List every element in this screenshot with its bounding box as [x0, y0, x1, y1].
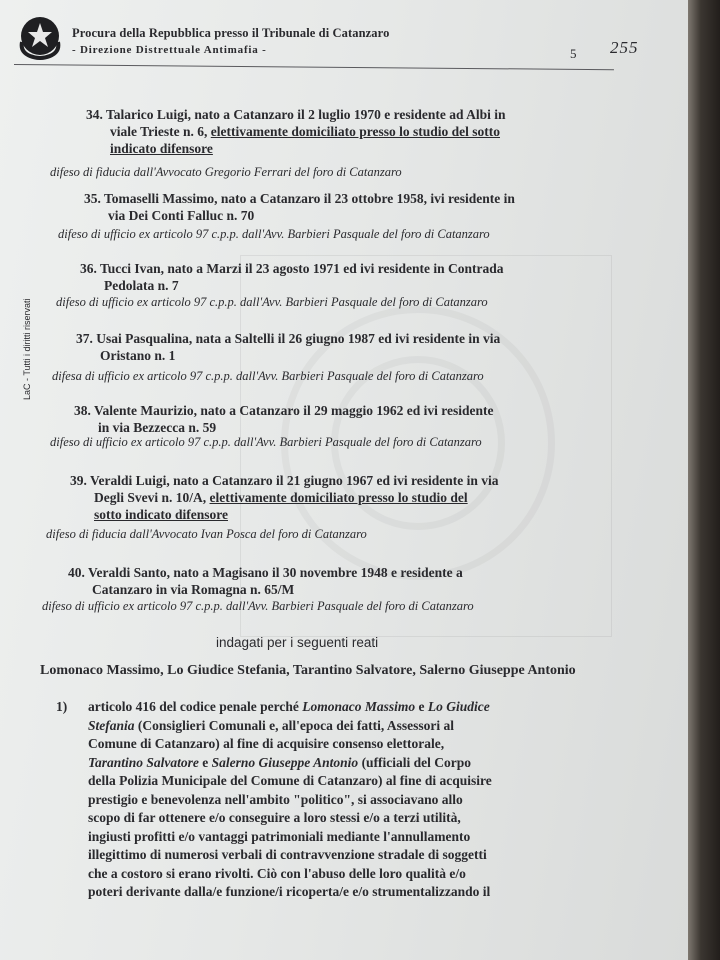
defense-line: difeso di fiducia dall'Avvocato Ivan Posca del foro di Catanzaro — [46, 527, 367, 541]
defense-line: difeso di ufficio ex articolo 97 c.p.p. dall'Avv. Barbieri Pasquale del foro di Catanzaro — [50, 435, 482, 449]
republic-emblem-icon — [18, 12, 62, 60]
article-line: poteri derivante dalla/e funzione/i ricoperta/e e/o strumentalizzando il — [88, 884, 491, 899]
article-line: prestigio e benevolenza nell'ambito "politico", si associavano allo — [88, 791, 463, 807]
defense-line: difesa di ufficio ex articolo 97 c.p.p. dall'Avv. Barbieri Pasquale del foro di Catanzaro — [52, 369, 484, 383]
handwritten-page-number: 255 — [610, 38, 639, 57]
article-line: Comune di Catanzaro) al fine di acquisire consenso elettorale, — [88, 736, 445, 751]
article-line: della Polizia Municipale del Comune di Catanzaro) al fine di acquisire — [88, 773, 492, 788]
defense-line: difeso di ufficio ex articolo 97 c.p.p. dall'Avv. Barbieri Pasquale del foro di Catanzaro — [58, 227, 490, 241]
list-item: 37. Usai Pasqualina, nata a Saltelli il 26 giugno 1987 ed ivi residente in via Oristano n. 1 — [76, 331, 501, 363]
defense-line: difeso di ufficio ex articolo 97 c.p.p. dall'Avv. Barbieri Pasquale del foro di Catanzaro — [42, 599, 474, 613]
defense-line: difeso di fiducia dall'Avvocato Gregorio Ferrari del foro di Catanzaro — [50, 165, 402, 179]
side-copyright-note: LaC - Tutti i diritti riservati — [22, 298, 32, 400]
list-item: 34. Talarico Luigi, nato a Catanzaro il 2 luglio 1970 e residente ad Albi in viale Trieste n. 6, elettivamente domiciliato presso lo studio del sotto indicato difensore — [86, 107, 506, 156]
list-item: 38. Valente Maurizio, nato a Catanzaro il 29 maggio 1962 ed ivi residente in via Bezzecca n. 59 — [74, 403, 494, 435]
office-title: Procura della Repubblica presso il Tribunale di Catanzaro — [72, 25, 390, 41]
letterhead — [18, 10, 678, 70]
article-line: scopo di far ottenere e/o conseguire a loro stessi e/o a terzi utilità, — [88, 810, 461, 825]
article-line: articolo 416 del codice penale perché Lomonaco Massimo e Lo Giudice — [88, 699, 490, 714]
list-item: 40. Veraldi Santo, nato a Magisano il 30 novembre 1948 e residente a Catanzaro in via Romagna n. 65/M — [68, 565, 463, 597]
article-line: Stefania (Consiglieri Comunali e, all'epoca dei fatti, Assessori al — [88, 717, 455, 733]
indagati-heading: indagati per i seguenti reati — [216, 635, 379, 650]
page-edge-shadow — [688, 0, 720, 960]
article-paragraph — [56, 698, 586, 902]
article-number: 1) — [56, 699, 68, 714]
article-line: illegittimo di numerosi verbali di contravvenzione stradale di soggetti — [88, 847, 487, 862]
charged-names: Lomonaco Massimo, Lo Giudice Stefania, Tarantino Salvatore, Salerno Giuseppe Antonio — [40, 663, 576, 678]
list-item: 36. Tucci Ivan, nato a Marzi il 23 agosto 1971 ed ivi residente in Contrada Pedolata n. 7 — [80, 261, 504, 293]
list-item: 39. Veraldi Luigi, nato a Catanzaro il 21 giugno 1967 ed ivi residente in via Degli Svevi n. 10/A, elettivamente domiciliato presso lo studio del sotto indicato difensore — [70, 473, 499, 522]
list-item: 35. Tomaselli Massimo, nato a Catanzaro il 23 ottobre 1958, ivi residente in via Dei Conti Falluc n. 70 — [84, 191, 515, 223]
article-line: che a costoro si erano rivolti. Ciò con l'abuso delle loro qualità e/o — [88, 865, 466, 881]
article-line: ingiusti profitti e/o vantaggi patrimoniali mediante l'annullamento — [88, 828, 471, 844]
office-subtitle: - Direzione Distrettuale Antimafia - — [72, 44, 267, 56]
defense-line: difeso di ufficio ex articolo 97 c.p.p. dall'Avv. Barbieri Pasquale del foro di Catanzaro — [56, 295, 488, 309]
page-number: 5 — [570, 46, 577, 61]
article-line: Tarantino Salvatore e Salerno Giuseppe Antonio (ufficiali del Corpo — [88, 754, 472, 770]
